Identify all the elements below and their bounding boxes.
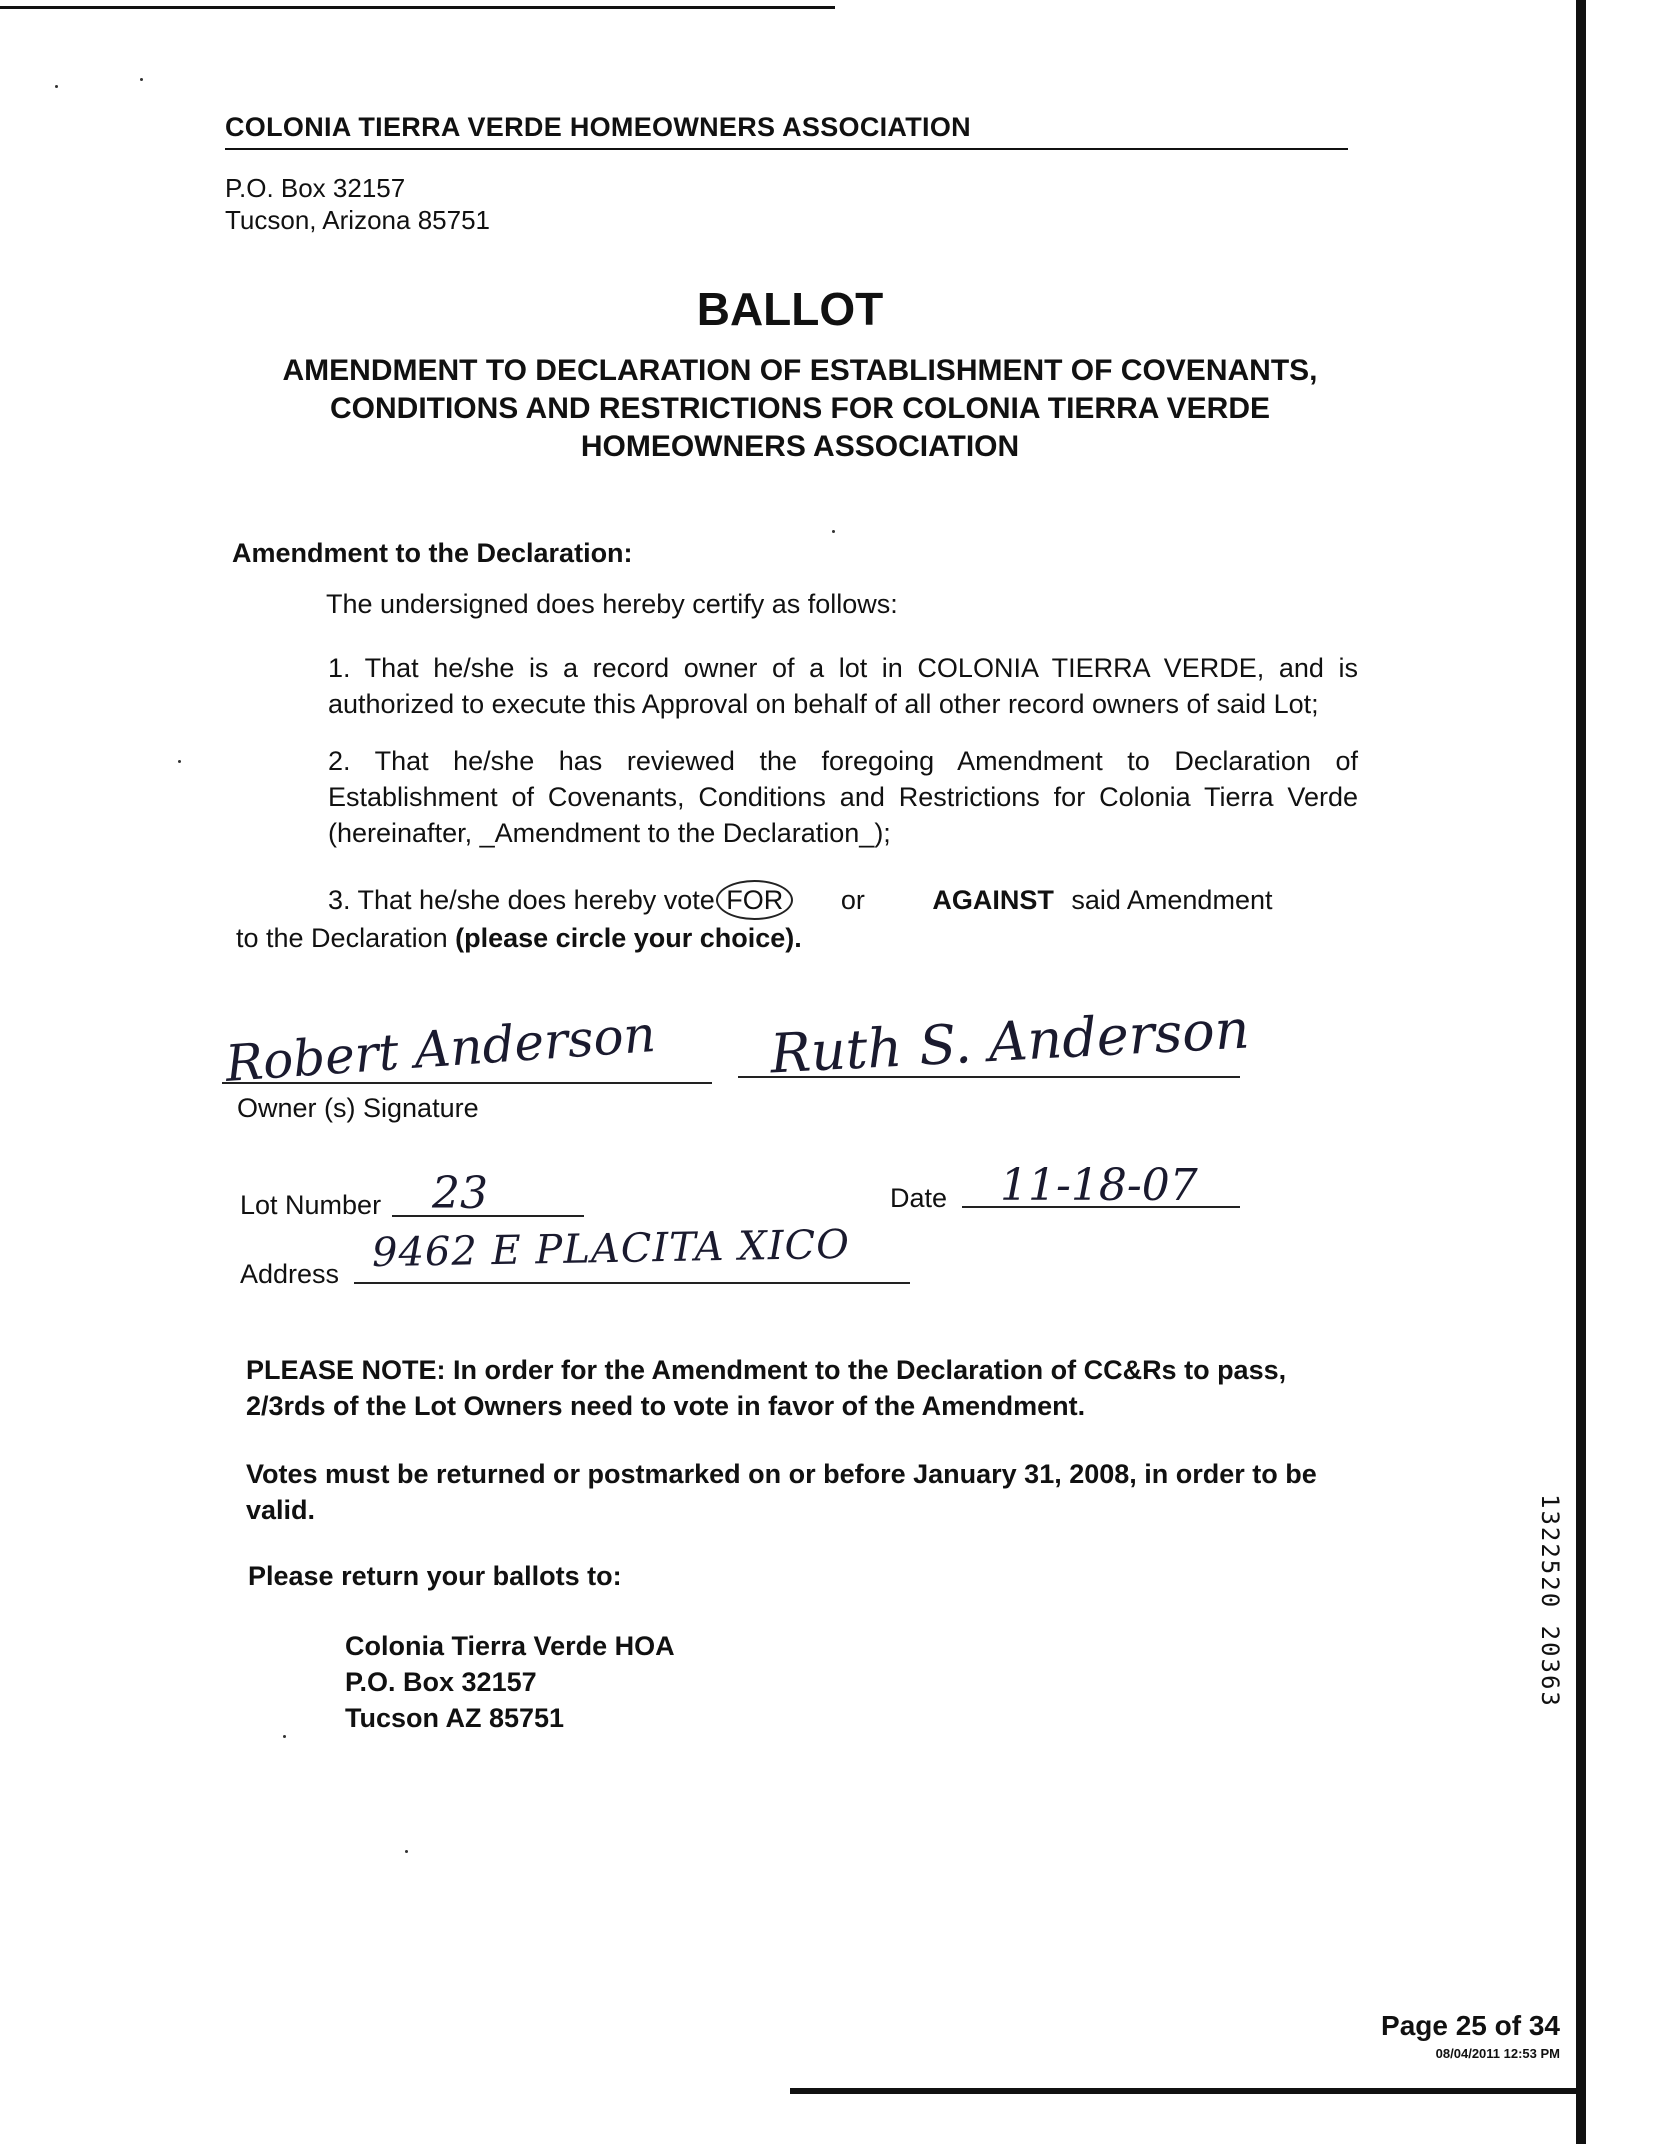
scan-speck <box>405 1850 408 1853</box>
print-timestamp: 08/04/2011 12:53 PM <box>1435 2046 1560 2061</box>
amendment-heading-line: AMENDMENT TO DECLARATION OF ESTABLISHMENT OF COVENANTS, <box>282 354 1318 387</box>
owner-signature-2: Ruth S. Anderson <box>768 997 1251 1086</box>
scan-speck <box>283 1735 286 1738</box>
item-1 <box>236 650 1358 722</box>
item-3-line2-prefix: to the Declaration <box>236 923 456 953</box>
item-3-prefix: 3. That he/she does hereby vote <box>328 885 715 915</box>
item-2-text: 2. That he/she has reviewed the foregoing Amendment to Declaration of Establishment of Covenants, Conditions and Restrictions for Colonia Tierra Verde (hereinafter, _Amendment to the Declaration_); <box>328 746 1358 848</box>
lot-number-label: Lot Number <box>240 1190 382 1220</box>
return-heading: Please return your ballots to: <box>248 1561 622 1591</box>
document-number-text: 1322520 20363 <box>1536 1494 1564 1708</box>
header-rule <box>225 148 1348 150</box>
address-value: 9462 E PLACITA XICO <box>371 1221 851 1277</box>
lot-number-line <box>392 1215 584 1217</box>
item-1-text: 1. That he/she is a record owner of a lot in COLONIA TIERRA VERDE, and is authorized to execute this Approval on behalf of all other record owners of said Lot; <box>328 653 1358 719</box>
header-city: Tucson, Arizona 85751 <box>225 205 490 235</box>
organization-name: COLONIA TIERRA VERDE HOMEOWNERS ASSOCIATION <box>225 112 971 142</box>
address-label: Address <box>240 1259 340 1289</box>
page-number: Page 25 of 34 <box>1381 2010 1560 2041</box>
address-line <box>354 1282 910 1284</box>
deadline-note: Votes must be returned or postmarked on or before January 31, 2008, in order to be valid. <box>246 1459 1317 1525</box>
header-po-box: P.O. Box 32157 <box>225 173 406 203</box>
scan-top-edge <box>0 6 835 9</box>
item-3-said: said Amendment <box>1071 885 1273 915</box>
please-note: PLEASE NOTE: In order for the Amendment to the Declaration of CC&Rs to pass, 2/3rds of the Lot Owners need to vote in favor of the Amendment. <box>246 1355 1287 1421</box>
owner-signature-1: Robert Anderson <box>223 1005 658 1093</box>
item-3-line2-instruction: (please circle your choice). <box>455 923 802 953</box>
return-city: Tucson AZ 85751 <box>345 1703 565 1733</box>
amendment-heading <box>240 352 1360 466</box>
amendment-heading-line: CONDITIONS AND RESTRICTIONS FOR COLONIA TIERRA VERDE <box>329 392 1271 425</box>
signature-label: Owner (s) Signature <box>237 1093 479 1123</box>
item-3-line2 <box>236 920 802 956</box>
document-number-stamp <box>1530 1494 1570 1760</box>
vote-against-choice[interactable]: AGAINST <box>932 885 1054 915</box>
item-3-or: or <box>840 885 865 915</box>
date-value: 11-18-07 <box>1000 1160 1198 1211</box>
return-name: Colonia Tierra Verde HOA <box>345 1631 675 1661</box>
vote-for-choice[interactable]: FOR <box>716 880 793 920</box>
ballot-title: BALLOT <box>696 283 884 335</box>
section-heading: Amendment to the Declaration: <box>232 538 633 568</box>
return-po-box: P.O. Box 32157 <box>345 1667 537 1697</box>
amendment-heading-line: HOMEOWNERS ASSOCIATION <box>580 430 1020 463</box>
scan-speck <box>832 530 835 533</box>
intro-text: The undersigned does hereby certify as follows: <box>326 589 898 619</box>
item-2 <box>236 743 1358 851</box>
lot-number-value: 23 <box>432 1168 488 1219</box>
scan-speck <box>178 760 181 763</box>
scan-speck <box>140 78 143 81</box>
item-3-line1 <box>328 880 1358 920</box>
scan-speck <box>55 85 58 88</box>
date-label: Date <box>890 1183 948 1213</box>
scan-bottom-edge <box>790 2088 1576 2094</box>
